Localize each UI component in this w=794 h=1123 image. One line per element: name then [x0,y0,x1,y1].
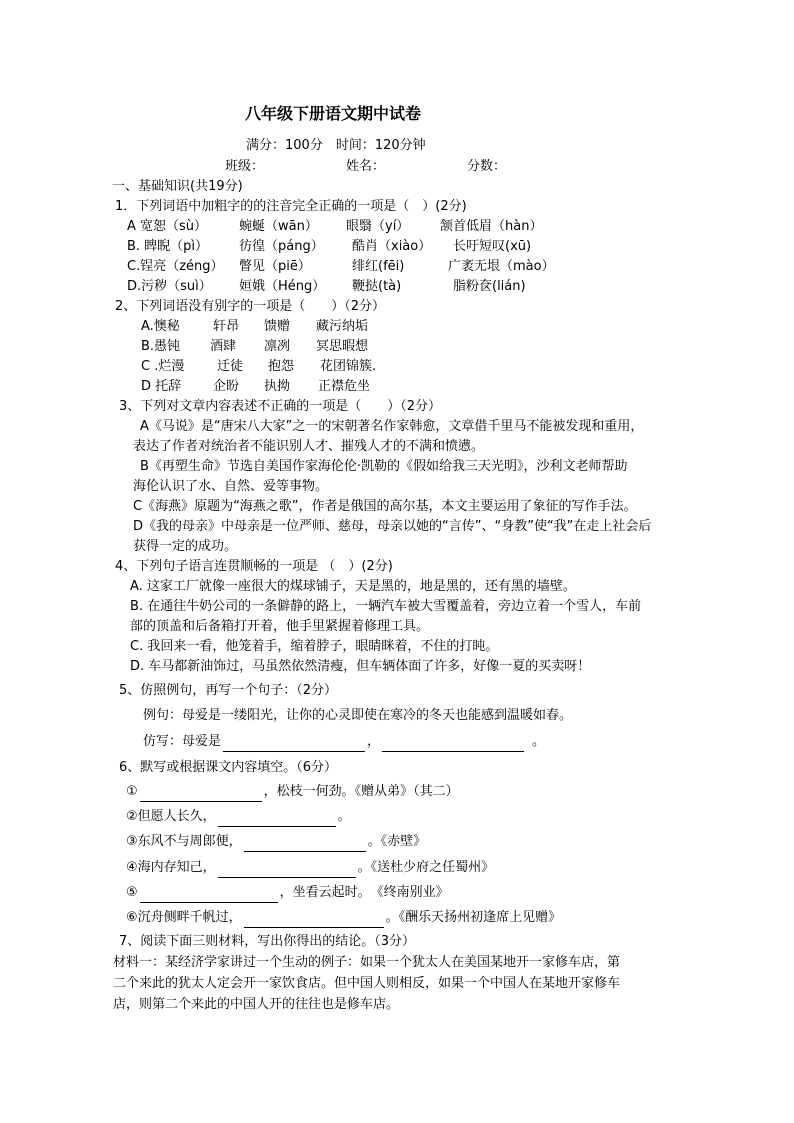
option-item: 企盼 [213,379,240,394]
line-prefix: ⑤ [126,885,138,900]
line-suffix: 。《赤壁》 [367,834,427,849]
question-6-stem: 6、默写或根据课文内容填空。（6分） [119,760,338,775]
score-label: 分数： [467,159,507,174]
option-item: 瞥见（piē） [239,259,311,274]
option-item: 绯红(fēi) [352,259,405,274]
line-suffix: ，坐看云起时。 《终南别业》 [279,885,449,900]
question-4-option-a: A. 这家工厂就像一座很大的煤球铺子，天是黑的，地是黑的，还有黑的墙壁。 [130,579,576,594]
score-time-info: 满分：100分 时间：120分钟 [246,138,426,153]
option-item: A.懊秘 [141,319,180,334]
answer-blank[interactable] [223,737,365,752]
question-3-option-b-cont: 海伦认识了水、自然、爱等事物。 [133,479,329,494]
page-title: 八年级下册语文期中试卷 [245,104,422,123]
period: 。 [532,734,546,749]
line-prefix: ③东风不与周郎便， [126,834,242,849]
question-6-line-6 [126,908,561,928]
option-item: 彷徨（páng） [239,239,324,254]
question-6-line-1 [126,782,459,802]
option-item: 眼翳（yí） [346,219,410,234]
option-item: 馈赠 [264,319,291,334]
answer-blank[interactable] [140,888,278,903]
option-item: 迁徒 [217,359,244,374]
answer-blank[interactable] [382,737,524,752]
option-item: A 宽恕（sù） [127,219,208,234]
question-4-stem: 4、下列句子语言连贯顺畅的一项是 （ ）(2分) [115,559,393,574]
option-item: 鞭挞(tà) [352,279,402,294]
option-item: 酷肖（xiào） [352,239,432,254]
question-4-option-c: C. 我回来一看，他笼着手，缩着脖子，眼睛眯着，不住的打盹。 [130,639,499,654]
question-7-material-line: 二个来此的犹太人定会开一家饮食店。但中国人则相反，如果一个中国人在某地开家修车 [113,976,621,991]
line-prefix: ⑥沉舟侧畔千帆过， [126,910,242,925]
answer-blank[interactable] [244,913,384,928]
answer-blank[interactable] [140,787,262,802]
option-item: 酒肆 [210,339,237,354]
question-3-option-d-cont: 获得一定的成功。 [133,539,238,554]
question-3-stem: 3、下列对文章内容表述不正确的一项是（ ）（2分） [119,399,442,414]
question-6-line-3 [126,832,426,852]
question-1-stem: 1．下列词语中加粗字的的注音完全正确的一项是（ ）(2分) [115,199,467,214]
option-item: 脂粉奁(lián) [453,279,526,294]
line-suffix: ，松枝一何劲。《赠从弟》（其二） [263,784,459,799]
line-suffix: 。 [337,809,351,824]
option-item: C.锃亮（zéng） [127,259,224,274]
option-item: 长吁短叹(xū) [453,239,532,254]
question-3-option-a-cont: 表达了作者对统治者不能识别人才、摧残人才的不满和愤懑。 [133,439,485,454]
option-item: 执拗 [264,379,291,394]
question-3-option-d: D《我的母亲》中母亲是一位严师、慈母，母亲以她的“言传”、“身教”使“我”在走上社会后 [133,519,652,534]
question-6-line-2 [126,807,351,827]
option-item: 蜿蜒（wān） [239,219,318,234]
option-item: B.愚钝 [141,339,181,354]
answer-blank[interactable] [218,863,356,878]
comma: ， [367,734,381,749]
question-5-stem: 5、仿照例句，再写一个句子：（2分） [119,683,338,698]
question-5-imitate-line [143,732,545,752]
option-item: 姮娥（Héng） [239,279,326,294]
question-4-option-b-cont: 部的顶盖和后备箱打开着，他手里紧握着修理工具。 [130,619,430,634]
question-6-line-5 [126,883,449,903]
option-item: 凛冽 [264,339,291,354]
option-item: D.污秽（suì） [127,279,212,294]
question-4-option-b: B. 在通往牛奶公司的一条僻静的路上，一辆汽车被大雪覆盖着，旁边立着一个雪人，车前 [130,599,642,614]
section-heading: 一、基础知识(共19分) [112,179,243,194]
question-7-stem: 7、阅读下面三则材料，写出你得出的结论。（3分） [119,934,416,949]
option-item: 轩昂 [213,319,240,334]
line-suffix: 。《送杜少府之任蜀州》 [357,860,495,875]
question-2-stem: 2、下列词语没有别字的一项是（ ）（2分） [115,299,386,314]
line-suffix: 。《酬乐天扬州初逢席上见赠》 [385,910,562,925]
answer-blank[interactable] [218,812,336,827]
question-6-line-4 [126,858,494,878]
option-item: B. 睥睨（pì） [127,239,209,254]
question-7-material-line: 店，则第二个来此的中国人开的往往也是修车店。 [113,997,400,1012]
question-7-material-line: 材料一：某经济学家讲过一个生动的例子：如果一个犹太人在美国某地开一家修车店，第 [113,955,621,970]
option-item: 广袤无垠（mào） [448,259,555,274]
option-item: 抱怨 [268,359,295,374]
option-item: 正襟危坐 [318,379,371,394]
option-item: C .烂漫 [141,359,185,374]
class-label: 班级： [225,159,265,174]
option-item: 冥思暇想 [316,339,369,354]
option-item: D 托辞 [141,379,182,394]
line-prefix: ④海内存知己， [126,860,216,875]
option-item: 藏污纳垢 [316,319,369,334]
question-3-option-c: C《海燕》原题为“海燕之歌”，作者是俄国的高尔基，本文主要运用了象征的写作手法。 [133,499,637,514]
name-label: 姓名： [346,159,386,174]
question-3-option-b: B《再塑生命》节选自美国作家海伦伦·凯勒的《假如给我三天光明》，沙利文老师帮助 [140,459,628,474]
option-item: 花团锦簇. [320,359,377,374]
question-3-option-a: A《马说》是“唐宋八大家”之一的宋朝著名作家韩愈，文章借千里马不能被发现和重用， [140,419,644,434]
answer-blank[interactable] [244,837,366,852]
option-item: 颔首低眉（hàn） [440,219,543,234]
line-prefix: ②但愿人长久， [126,809,216,824]
line-prefix: ① [126,784,138,799]
question-5-example: 例句：母爱是一缕阳光，让你的心灵即使在寒冷的冬天也能感到温暖如春。 [143,708,573,723]
imitate-prefix: 仿写：母爱是 [143,734,222,749]
question-4-option-d: D. 车马都新油饰过，马虽然依然清瘦，但车辆体面了许多，好像一夏的买卖呀！ [130,659,591,674]
